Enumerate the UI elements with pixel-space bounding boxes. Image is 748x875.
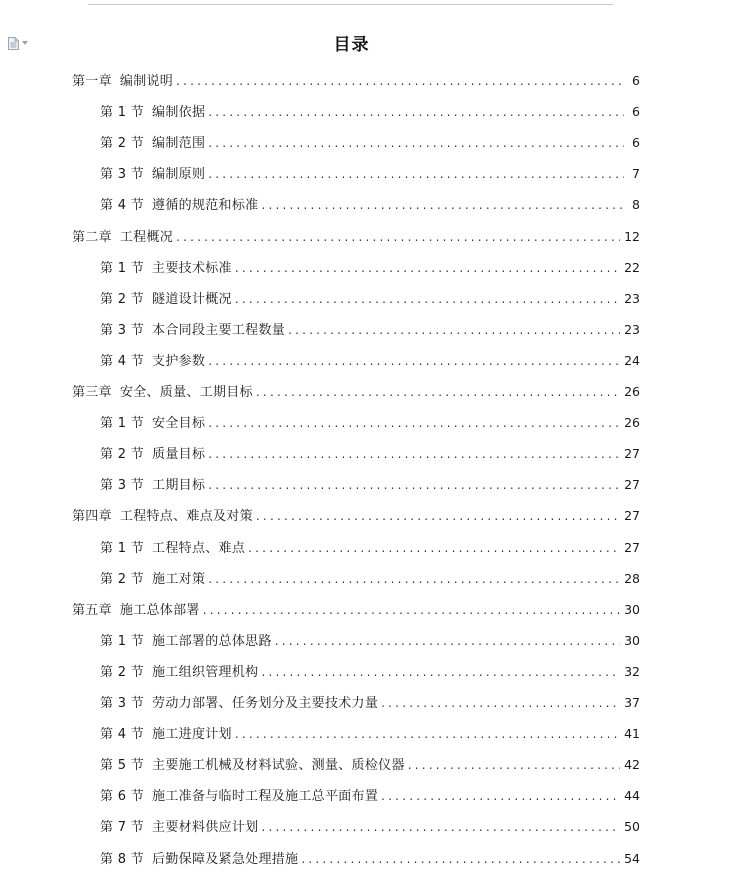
toc-entry-title: 安全、质量、工期目标 bbox=[119, 385, 253, 400]
toc-entry-title: 施工总体部署 bbox=[119, 602, 200, 618]
toc-entry-number: 第 4 节 bbox=[100, 727, 145, 743]
toc-entry-title: 工程特点、难点及对策 bbox=[119, 509, 253, 525]
toc-entry-title: 工程特点、难点 bbox=[152, 540, 246, 556]
toc-page-number: 12 bbox=[624, 228, 640, 244]
toc-page-number: 37 bbox=[624, 695, 640, 710]
toc-section-entry[interactable] bbox=[100, 438, 640, 469]
toc-dot-leader bbox=[208, 470, 620, 501]
toc-entry-title: 施工组织管理机构 bbox=[152, 664, 259, 680]
toc-page-number: 42 bbox=[624, 757, 640, 773]
toc-dot-leader bbox=[208, 408, 620, 439]
toc-entry-title: 编制原则 bbox=[152, 167, 206, 183]
toc-entry-number: 第 4 节 bbox=[100, 198, 145, 214]
toc-page-number: 7 bbox=[632, 166, 640, 182]
toc-entry-number: 第 1 节 bbox=[100, 633, 145, 649]
toc-entry-title: 安全目标 bbox=[152, 416, 206, 432]
toc-page-number: 22 bbox=[624, 259, 640, 275]
toc-page-number: 8 bbox=[632, 197, 640, 213]
toc-dot-leader bbox=[208, 439, 620, 470]
toc-section-entry[interactable] bbox=[100, 780, 640, 811]
toc-page-number: 30 bbox=[624, 632, 640, 648]
toc-page-number: 6 bbox=[632, 104, 640, 120]
toc-entry-number: 第 7 节 bbox=[100, 820, 145, 836]
toc-entry-title: 主要材料供应计划 bbox=[152, 820, 259, 836]
toc-dot-leader bbox=[261, 190, 624, 221]
toc-entry-number: 第一章 bbox=[72, 74, 112, 89]
toc-entry-title: 隧道设计概况 bbox=[152, 291, 232, 307]
toc-entry-title: 后勤保障及紧急处理措施 bbox=[152, 851, 299, 867]
toc-entry-title: 编制范围 bbox=[152, 136, 206, 152]
toc-chapter-entry[interactable] bbox=[72, 500, 640, 531]
toc-dot-leader bbox=[208, 564, 620, 595]
toc-page-number: 54 bbox=[624, 850, 640, 866]
toc-entry-number: 第 3 节 bbox=[100, 167, 145, 183]
toc-entry-number: 第 3 节 bbox=[100, 478, 145, 494]
toc-dot-leader bbox=[208, 97, 624, 128]
toc-entry-number: 第 1 节 bbox=[100, 105, 145, 121]
toc-section-entry[interactable] bbox=[100, 843, 640, 874]
toc-entry-title: 工程概况 bbox=[119, 229, 174, 245]
toc-entry-title: 编制说明 bbox=[119, 74, 174, 89]
toc-dot-leader bbox=[261, 657, 620, 688]
toc-page-number: 26 bbox=[624, 415, 640, 431]
toc-dot-leader bbox=[261, 812, 620, 843]
toc-section-entry[interactable] bbox=[100, 811, 640, 842]
toc-entry-title: 编制依据 bbox=[152, 105, 206, 121]
toc-entry-number: 第 1 节 bbox=[100, 540, 145, 556]
toc-dot-leader bbox=[256, 501, 620, 532]
toc-entry-number: 第 1 节 bbox=[100, 260, 145, 276]
toc-entry-title: 主要施工机械及材料试验、测量、质检仪器 bbox=[152, 758, 405, 774]
toc-page-number: 23 bbox=[624, 290, 640, 306]
toc-entry-number: 第 2 节 bbox=[100, 291, 145, 307]
toc-section-entry[interactable] bbox=[100, 127, 640, 158]
toc-dot-leader bbox=[235, 284, 620, 315]
toc-section-entry[interactable] bbox=[100, 656, 640, 687]
toc-entry-number: 第三章 bbox=[72, 385, 112, 400]
toc-entry-number: 第四章 bbox=[72, 509, 112, 525]
toc-entry-title: 施工对策 bbox=[152, 571, 206, 587]
toc-page-number: 23 bbox=[624, 321, 640, 337]
toc-section-entry[interactable] bbox=[100, 283, 640, 314]
toc-entry-number: 第 6 节 bbox=[100, 789, 145, 805]
toc-section-entry[interactable] bbox=[100, 96, 640, 127]
toc-entry-number: 第 1 节 bbox=[100, 416, 145, 432]
toc-page-number: 27 bbox=[624, 477, 640, 493]
toc-entry-number: 第 2 节 bbox=[100, 136, 145, 152]
toc-page-number: 24 bbox=[624, 352, 640, 368]
toc-entry-number: 第 2 节 bbox=[100, 447, 145, 463]
toc-page-number: 27 bbox=[624, 446, 640, 462]
toc-section-entry[interactable] bbox=[100, 252, 640, 283]
toc-dot-leader bbox=[235, 253, 620, 284]
toc-section-entry[interactable] bbox=[100, 158, 640, 189]
toc-section-entry[interactable] bbox=[100, 314, 640, 345]
toc-entry-number: 第 3 节 bbox=[100, 322, 145, 338]
toc-entry-number: 第 3 节 bbox=[100, 696, 145, 711]
toc-entry-title: 施工部署的总体思路 bbox=[152, 633, 272, 649]
toc-entry-number: 第 5 节 bbox=[100, 758, 145, 774]
toc-dot-leader bbox=[381, 781, 620, 812]
toc-section-entry[interactable] bbox=[100, 407, 640, 438]
page-top-edge bbox=[88, 4, 613, 5]
toc-entry-title: 主要技术标准 bbox=[152, 260, 232, 276]
toc-page-number: 6 bbox=[632, 73, 640, 88]
toc-dot-leader bbox=[208, 159, 624, 190]
toc-section-entry[interactable] bbox=[100, 345, 640, 376]
toc-dot-leader bbox=[208, 128, 624, 159]
toc-page-number: 44 bbox=[624, 788, 640, 804]
toc-entry-number: 第 4 节 bbox=[100, 353, 145, 369]
toc-dot-leader bbox=[208, 346, 620, 377]
toc-dot-leader bbox=[275, 626, 620, 657]
toc-entry-number: 第 2 节 bbox=[100, 664, 145, 680]
toc-dot-leader bbox=[176, 66, 624, 97]
toc-section-entry[interactable] bbox=[100, 687, 640, 718]
toc-section-entry[interactable] bbox=[100, 749, 640, 780]
toc-entry-title: 质量目标 bbox=[152, 447, 206, 463]
toc-entry-title: 本合同段主要工程数量 bbox=[152, 322, 286, 338]
toc-section-entry[interactable] bbox=[100, 625, 640, 656]
toc-entry-title: 工期目标 bbox=[152, 478, 206, 494]
toc-dot-leader bbox=[301, 844, 620, 875]
toc-dot-leader bbox=[203, 595, 620, 626]
toc-dot-leader bbox=[235, 719, 620, 750]
toc-page-number: 32 bbox=[624, 663, 640, 679]
toc-entry-title: 施工进度计划 bbox=[152, 727, 232, 743]
toc-entry-title: 支护参数 bbox=[152, 353, 206, 369]
toc-entry-number: 第 8 节 bbox=[100, 851, 145, 867]
toc-chapter-entry[interactable] bbox=[72, 376, 640, 407]
toc-section-entry[interactable] bbox=[100, 469, 640, 500]
toc-dot-leader bbox=[288, 315, 620, 346]
toc-chapter-entry[interactable] bbox=[72, 594, 640, 625]
toc-page-number: 27 bbox=[624, 539, 640, 555]
toc-dot-leader bbox=[256, 377, 620, 408]
toc-chapter-entry[interactable] bbox=[72, 65, 640, 96]
toc-dot-leader bbox=[408, 750, 620, 781]
toc-page-number: 30 bbox=[624, 601, 640, 617]
toc-section-entry[interactable] bbox=[100, 563, 640, 594]
toc-page-number: 41 bbox=[624, 726, 640, 742]
toc-title: 目录 bbox=[333, 35, 370, 55]
toc-entry-title: 施工准备与临时工程及施工总平面布置 bbox=[152, 789, 379, 805]
toc-dot-leader bbox=[381, 688, 620, 719]
toc-section-entry[interactable] bbox=[100, 532, 640, 563]
toc-entry-number: 第 2 节 bbox=[100, 571, 145, 587]
toc-chapter-entry[interactable] bbox=[72, 221, 640, 252]
toc-page-number: 27 bbox=[624, 508, 640, 524]
toc-entry-number: 第五章 bbox=[72, 602, 112, 618]
toc-entry-title: 劳动力部署、任务划分及主要技术力量 bbox=[152, 696, 379, 711]
toc-page-number: 28 bbox=[624, 570, 640, 586]
toc-dot-leader bbox=[176, 222, 620, 253]
toc-dot-leader bbox=[248, 533, 620, 564]
toc-page-number: 6 bbox=[632, 135, 640, 151]
toc-section-entry[interactable] bbox=[100, 718, 640, 749]
toc-page-number: 26 bbox=[624, 384, 640, 399]
toc-entry-title: 遵循的规范和标准 bbox=[152, 198, 259, 214]
toc-page-number: 50 bbox=[624, 819, 640, 835]
toc-section-entry[interactable] bbox=[100, 189, 640, 220]
toc-entry-number: 第二章 bbox=[72, 229, 112, 245]
